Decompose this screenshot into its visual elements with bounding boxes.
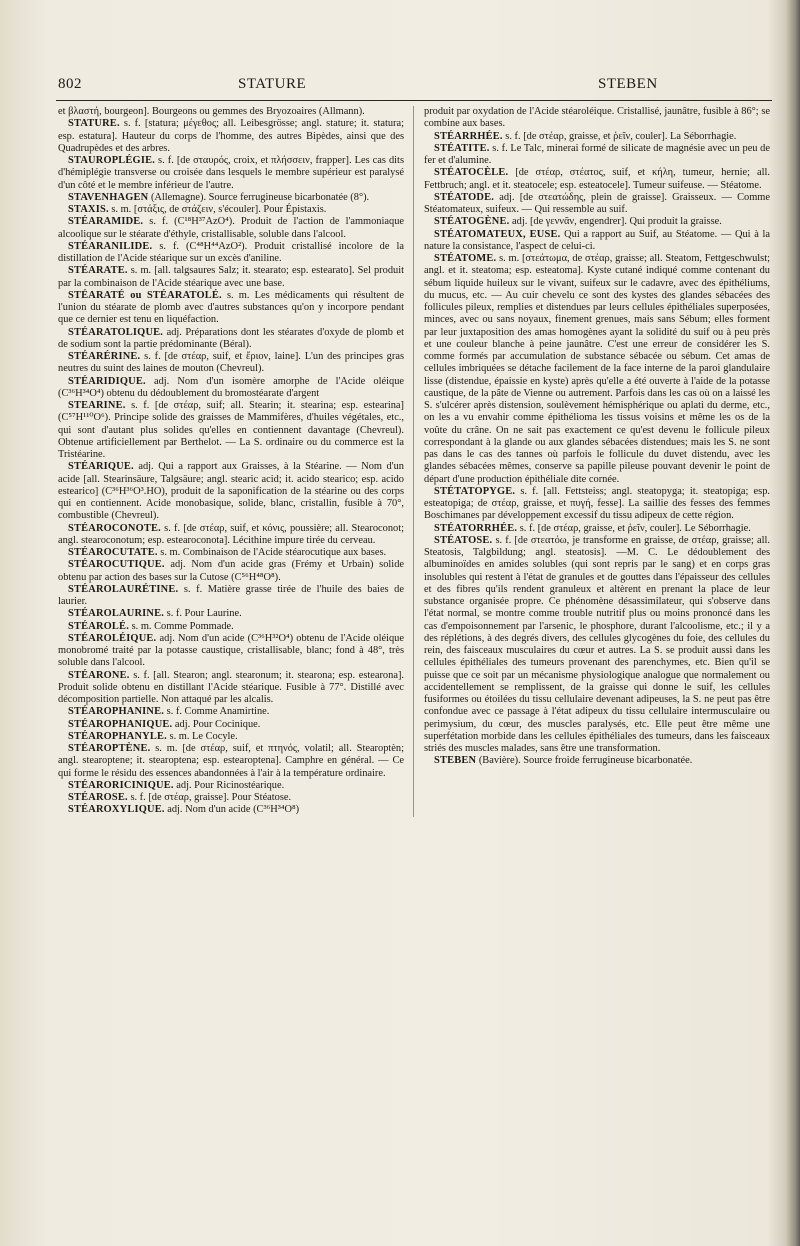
entry-headword: STÉARATE. xyxy=(68,265,128,277)
entry-headword: STÉARATÉ ou STÉARATOLÉ. xyxy=(68,289,222,301)
entry-headword: STÉAROPTÈNE. xyxy=(68,743,151,754)
entry-headword: STÉATITE. xyxy=(434,142,490,154)
entry-headword: STÉARÉRINE. xyxy=(68,351,141,362)
entry-headword: STÉARAMIDE. xyxy=(68,216,144,228)
entry-text: s. m. Les médicaments qui résultent de l'union du stéarate de plomb avec d'autres substances qu'on y incorpore pendant que ce dernier est tenu en liquéfaction. xyxy=(58,289,404,326)
dictionary-entry xyxy=(58,216,404,241)
entry-text: s. m. [de στέαρ, suif, et πτηνός, volatil; all. Stearoptèn; angl. stearoptene; it. stearoptena; esp. estearoptena]. Camphre en général. — Ce qui forme le résidu des essences abandonnées à l'air à la température ordinaire. xyxy=(58,743,404,779)
entry-headword: STÉTATOPYGE. xyxy=(434,485,516,497)
entry-text: [de στέαρ, στέατος, suif, et κήλη, tumeur, hernie; all. Fettbruch; angl. et it. steatocele; esp. esteatocele]. Tumeur suifeuse. — Stéatome. xyxy=(424,167,770,191)
entry-headword: STÉARORICINIQUE. xyxy=(68,779,174,791)
entry-text: s. f. Pour Laurine. xyxy=(164,608,242,620)
entry-headword: STÉAROXYLIQUE. xyxy=(68,804,165,816)
entry-text: s. m. Combinaison de l'Acide stéarocutique aux bases. xyxy=(157,547,387,558)
entry-headword: STÉAROLAURINE. xyxy=(68,608,165,620)
entry-text: s. f. [de στεατόω, je transforme en graisse, de στέαρ, graisse; all. Steatosis, Talgbildung; angl. steatosis]. —M. C. Le dédoublement des albuminoïdes en amides solubles (qui sont repris par le sang) et en corps gras insolubles qui restent à l'état de granules et de gouttes dans l'épaisseur des cellules et des fibres qu'ils rendent granuleux et altèrent en prenant la place de leur substance organisée propre. Ce phénomène désassimilateur, qui s'observe dans l'état normal, se montre comme trouble nutritif plus ou moins prononcé dans les cas d'empoisonnement par l'arsenic, le phosphore, durant l'alcoolisme, etc.; il y a des réplétions, à des degrés divers, des cellules glycogènes du foie, des cellules du rein, des faisceaux musculaires du cœur et autres. La S. se produit aussi dans les cellules épithéliales des tumeurs provenant des parenchymes, etc. Bien qu'il se puisse que ce soit par un mécanisme physiologique analogue que normalement ou accidentellement se remplissent, de la graisse qui donne le suif, les cellules fusiformes ou étoilées du tissu cellulaire devenant adipeuses, la S. ne peut pas être confondue avec ce passage à l'état adipeux du tissu cellulaire intermusculaire ou perimysium, du cœur, des muscles paralysés, etc. Elle peut être même une superfétation morbide dans les cellules épithéliales des tumeurs, dans les faisceaux striés des muscles malades, sans être une transformation. xyxy=(424,534,770,754)
entry-headword: STAUROPLÉGIE. xyxy=(68,155,155,166)
entry-text: adj. Nom d'un isomère amorphe de l'Acide oléique (C³⁶H³⁴O⁴) obtenu du dédoublement du bromostéarate d'argent xyxy=(58,375,404,399)
entry-text: adj. Nom d'un acide (C³⁶H³⁴O⁸) xyxy=(164,804,300,816)
dictionary-entry xyxy=(58,792,404,804)
dictionary-entry xyxy=(58,192,404,204)
dictionary-entry xyxy=(424,523,770,535)
entry-text: adj. Nom d'un acide (C³⁶H³²O⁴) obtenu de l'Acide oléique monobromé traité par la potasse caustique, cristallisable, blanc; fond à 48°, très soluble dans l'alcool. xyxy=(58,632,404,669)
dictionary-entry xyxy=(58,106,404,118)
entry-headword: STÉATOCÈLE. xyxy=(434,167,509,179)
entry-headword: STÉARANILIDE. xyxy=(68,240,153,252)
entry-headword: STÉATODE. xyxy=(434,191,495,203)
dictionary-entry xyxy=(424,167,770,192)
dictionary-entry xyxy=(424,253,770,486)
running-header xyxy=(58,76,770,98)
dictionary-entry xyxy=(58,633,404,670)
entry-text: adj. Pour Ricinostéarique. xyxy=(173,779,285,791)
right-running-head: STEBEN xyxy=(598,76,658,92)
dictionary-entry xyxy=(58,547,404,559)
entry-headword: STÉAROPHANIQUE. xyxy=(68,718,173,730)
entry-text: s. f. Le Talc, minerai formé de silicate de magnésie avec un peu de fer et d'alumine. xyxy=(424,142,770,166)
dictionary-entry xyxy=(424,229,770,254)
entry-text: s. f. [de στέαρ, suif; all. Stearin; it. stearina; esp. estearina] (C⁵⁷H¹¹⁰O⁶). Principe solide des graisses de Mammifères, d'huiles végétales, etc., qui sont d'autant plus solides qu'elles en contiennent davantage (Chevreul). Obtenue artificiellement par Berthelot. — La S. ordinaire ou du commerce est la Tristéarine. xyxy=(58,400,404,460)
entry-text: s. f. (C⁴⁸H⁴⁴AzO²). Produit cristallisé incolore de la distillation de l'Acide stéarique sur un excès d'aniline. xyxy=(58,240,404,264)
header-rule xyxy=(56,100,772,101)
dictionary-entry xyxy=(58,608,404,620)
dictionary-entry xyxy=(58,241,404,266)
entry-text: s. f. [de στέαρ, graisse, et ῥεῖν, couler]. Le Séborrhagie. xyxy=(517,522,751,534)
entry-text: s. f. [de σταυρός, croix, et πλήσσειν, frapper]. Les cas dits d'hémiplégie transverse ou croisée dans lesquels le membre supérieur est paralysé d'un côté et le membre inférieur de l'autre. xyxy=(58,155,404,191)
entry-headword: STÉARRHÉE. xyxy=(434,130,503,142)
entry-headword: STÉAROLAURÉTINE. xyxy=(68,583,179,595)
dictionary-entry xyxy=(58,559,404,584)
entry-text: (Bavière). Source froide ferrugineuse bicarbonatée. xyxy=(476,755,693,767)
entry-text: adj. Préparations dont les stéarates d'oxyde de plomb et de sodium sont la partie prédominante (Béral). xyxy=(58,326,404,350)
dictionary-entry xyxy=(58,523,404,548)
entry-headword: STÉAROSE. xyxy=(68,792,128,803)
entry-headword: STÉAROLÉ. xyxy=(68,620,129,632)
entry-text: adj. [de στεατώδης, plein de graisse]. Graisseux. — Comme Stéatomateux, suifeux. — Qui ressemble au suif. xyxy=(424,191,770,215)
dictionary-entry xyxy=(58,290,404,327)
dictionary-entry xyxy=(58,376,404,401)
dictionary-entry xyxy=(424,486,770,523)
entry-headword: STÉARIQUE. xyxy=(68,461,134,473)
column-divider xyxy=(413,106,414,817)
dictionary-entry xyxy=(58,327,404,352)
entry-headword: STÉAROCONOTE. xyxy=(68,522,161,534)
entry-headword: STÉATOME. xyxy=(434,253,497,264)
left-running-head: STATURE xyxy=(238,76,307,92)
dictionary-entry xyxy=(58,706,404,718)
dictionary-entry xyxy=(58,584,404,609)
dictionary-entry xyxy=(58,670,404,707)
dictionary-entry xyxy=(58,461,404,522)
entry-headword: STAVENHAGEN xyxy=(68,191,149,203)
entry-headword: STEARINE. xyxy=(68,400,126,411)
entry-headword: STAXIS. xyxy=(68,204,109,215)
entry-headword: STÉAROPHANYLE. xyxy=(68,730,167,742)
entry-text: adj. Pour Cocinique. xyxy=(172,718,261,730)
dictionary-entry xyxy=(58,780,404,792)
entry-text: et βλαστή, bourgeon]. Bourgeons ou gemmes des Bryozoaires (Allmann). xyxy=(58,106,365,117)
dictionary-entry xyxy=(424,216,770,228)
entry-text: s. f. (C¹⁸H³⁷AzO⁴). Produit de l'action de l'ammoniaque alcoolique sur le stéarate d'éthyle, cristallisable, soluble dans l'alcool. xyxy=(58,216,404,240)
entry-text: s. m. [all. talgsaures Salz; it. stearato; esp. estearato]. Sel produit par la combinaison de l'Acide stéarique avec une base. xyxy=(58,265,404,289)
entry-text: (Allemagne). Source ferrugineuse bicarbonatée (8°). xyxy=(148,191,370,203)
dictionary-entry xyxy=(58,155,404,192)
entry-headword: STÉARIDIQUE. xyxy=(68,375,146,387)
page-edge xyxy=(786,0,800,1246)
dictionary-entry xyxy=(58,351,404,376)
entry-text: s. f. [statura; μέγεθος; all. Leibesgrösse; angl. stature; it. statura; esp. estatura]. Hauteur du corps de l'homme, des autres Bipèdes, ainsi que des Quadrupèdes et des arbres. xyxy=(58,118,404,154)
dictionary-entry xyxy=(424,106,770,131)
dictionary-entry xyxy=(58,719,404,731)
entry-text: s. m. [στάξις, de στάζειν, s'écouler]. Pour Épistaxis. xyxy=(108,204,327,215)
right-column xyxy=(424,106,770,768)
entry-text: produit par oxydation de l'Acide stéaroléique. Cristallisé, jaunâtre, fusible à 86°; se combine aux bases. xyxy=(424,106,770,130)
entry-headword: STÉATOMATEUX, EUSE. xyxy=(434,228,561,240)
dictionary-entry xyxy=(424,535,770,756)
entry-text: s. f. [de στέαρ, suif, et ἔριον, laine]. L'un des principes gras neutres du suint des laines de mouton (Chevreul). xyxy=(58,351,404,375)
dictionary-entry xyxy=(424,192,770,217)
entry-text: s. f. [all. Fettsteiss; angl. steatopyga; it. steatopiga; esp. esteatopiga; de στέαρ, graisse, et πυγή, fesse]. La saillie des fesses des femmes Boschimanes par développement excessif du tissu adipeux de cette région. xyxy=(424,485,770,522)
entry-headword: STEBEN xyxy=(434,755,477,767)
entry-text: adj. Qui a rapport aux Graisses, à la Stéarine. — Nom d'un acide [all. Stearinsäure, Talgsäure; angl. stearic acid; it. acido stearico; esp. acido estearico] (C³⁶H³⁶O³.HO), produit de la saponification de la stéarine ou des corps qui en contiennent. Acide monobasique, solide, blanc, cristallin, fusible à 70°, combustible (Chevreul). xyxy=(58,461,404,522)
left-column xyxy=(58,106,404,817)
dictionary-entry xyxy=(58,743,404,780)
page-number: 802 xyxy=(58,76,82,92)
entry-text: adj. Nom d'un acide gras (Frémy et Urbain) solide obtenu par action des bases sur la Cutose (C⁵⁶H⁴⁸O⁸). xyxy=(58,559,404,583)
entry-text: s. m. Comme Pommade. xyxy=(129,620,234,632)
entry-headword: STÉATOGÈNE. xyxy=(434,216,510,228)
entry-text: s. f. Matière grasse tirée de l'huile des baies de laurier. xyxy=(58,583,404,607)
entry-headword: STÉATOSE. xyxy=(434,534,493,546)
entry-headword: STÉAROPHANINE. xyxy=(68,706,165,718)
dictionary-entry xyxy=(424,755,770,767)
dictionary-entry xyxy=(58,118,404,155)
entry-headword: STÉAROLÉIQUE. xyxy=(68,632,157,644)
entry-headword: STÉARATOLIQUE. xyxy=(68,326,164,338)
entry-text: Qui a rapport au Suif, au Stéatome. — Qui à la nature la consistance, l'aspect de celui-ci. xyxy=(424,228,771,252)
dictionary-entry xyxy=(58,804,404,816)
dictionary-entry xyxy=(58,265,404,290)
dictionary-entry xyxy=(58,400,404,461)
dictionary-entry xyxy=(58,731,404,743)
dictionary-entry xyxy=(424,131,770,143)
entry-text: s. m. [στεάτωμα, de στέαρ, graisse; all. Steatom, Fettgeschwulst; angl. et it. steatoma; esp. esteatoma]. Kyste cutané indiqué comme contenant du sébum liquide huileux sur le vivant, suifeux sur le cadavre, avec des épithéliums, du mucus, etc. — Au cuir chevelu ce sont des kystes des glandes sébacées des follicules pileux, remplies et distendues par leurs cellules épithéliales superposées, minces, avec ou sans noyaux, finement grenues, mais sans Sébum; elles forment par leur juxtaposition des amas homogènes ayant la solidité du suif ou à peu près et une couleur blanche à peine jaunâtre. C'est une erreur de considérer les S. comme formés par accumulation de substance sébacée ou sébum. Cet amas de cellules imbriquées se détache facilement de la face interne de la paroi glandulaire lisse (distendue, épaissie en kyste) après qu'elle a été ouverte à l'aide de la potasse caustique, de la pâte de Vienne ou autrement. Parfois dans les cas où on a laissé les S. s'ulcérer après distension, soulèvement hémisphérique ou aplati du derme, etc., on les a vu envahir comme épithélioma les tissus voisins et même les os de la voûte du crâne. On ne sait pas exactement ce qu'est devenu le follicule pileux correspondant à la glande ou aux glandes sébacées distendues; mais les S. ne sont pas dans le cas des tannes où parfois le follicule du duvet distendu, avec les glandes sébacées mêmes, conserve sa papille pileuse pouvant devenir le point de départ d'une production épithéliale dite cornée. xyxy=(424,253,770,485)
entry-text: s. f. [de στέαρ, suif, et κόνις, poussière; all. Stearoconot; angl. stearoconotum; esp. estearoconota]. Lécithine impure tirée du cerveau. xyxy=(58,522,404,546)
entry-text: s. f. Comme Anamirtine. xyxy=(164,706,270,718)
dictionary-entry xyxy=(58,621,404,633)
entry-headword: STÉAROCUTATE. xyxy=(68,547,158,558)
dictionary-entry xyxy=(424,143,770,168)
entry-headword: STÉAROCUTIQUE. xyxy=(68,559,165,571)
entry-text: s. f. [de στέαρ, graisse, et ῥεῖν, couler]. La Séborrhagie. xyxy=(502,130,737,142)
entry-headword: STÉATORRHÉE. xyxy=(434,522,518,534)
entry-headword: STATURE. xyxy=(68,118,120,130)
entry-text: s. f. [all. Stearon; angl. stearonum; it. stearona; esp. estearona]. Produit solide obtenu en distillant l'Acide stéarique. Fusible à 77°. Distillé avec décomposition partielle. Non attaqué par les alcalis. xyxy=(58,669,404,705)
entry-text: s. f. [de στέαρ, graisse]. Pour Stéatose. xyxy=(127,792,292,803)
entry-text: s. m. Le Cocyle. xyxy=(166,730,238,742)
entry-text: adj. [de γεννᾶν, engendrer]. Qui produit la graisse. xyxy=(509,216,722,228)
dictionary-entry xyxy=(58,204,404,216)
entry-headword: STÉARONE. xyxy=(68,669,130,681)
